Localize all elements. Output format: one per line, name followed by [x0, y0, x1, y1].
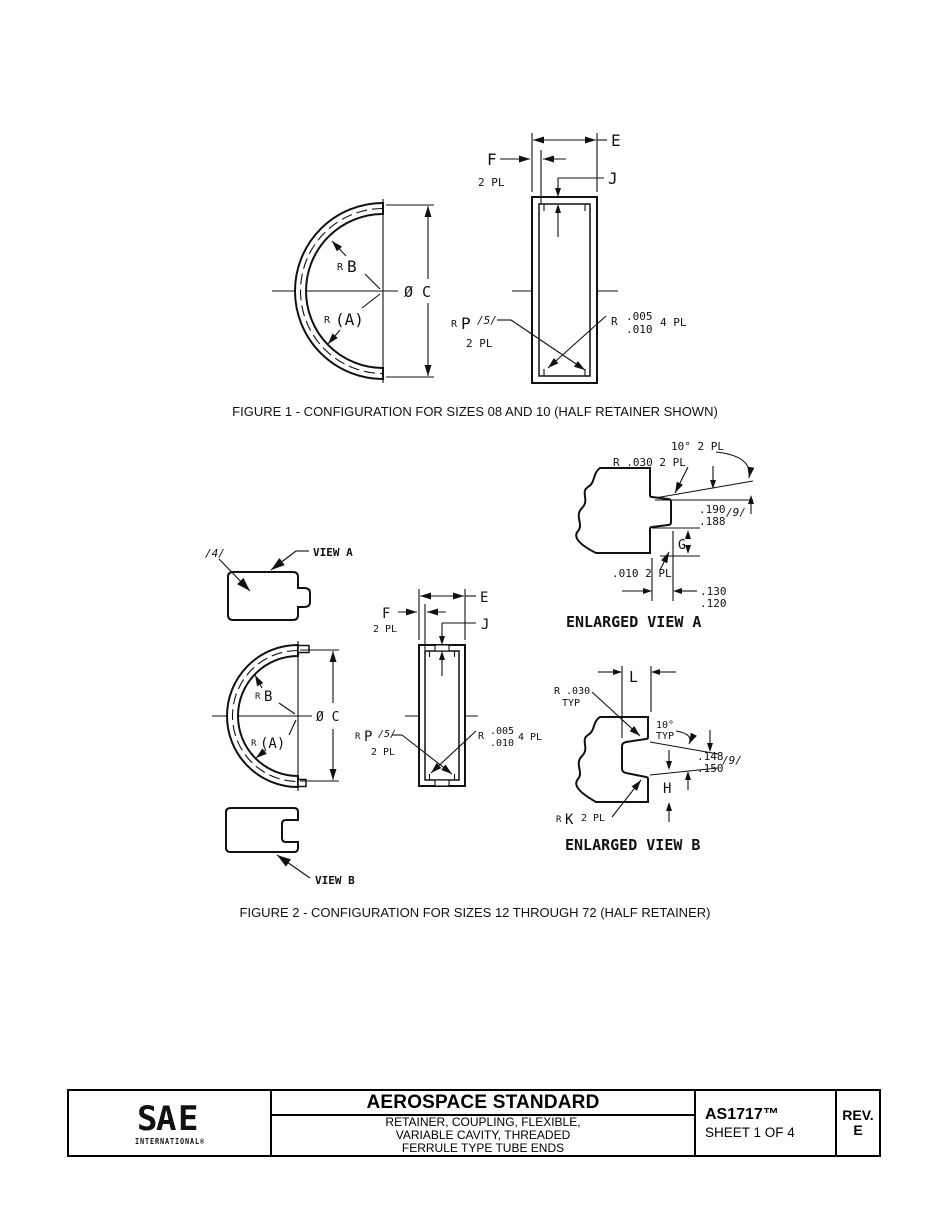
title-block-title-cell: [272, 1091, 696, 1155]
figure2-drawing: [190, 430, 770, 895]
radius-prefix: R: [611, 315, 618, 328]
width-upper: .130: [700, 585, 727, 598]
figure1-caption: FIGURE 1 - CONFIGURATION FOR SIZES 08 AND 10 (HALF RETAINER SHOWN): [232, 404, 718, 419]
dim-note-4pl: 4 PL: [660, 316, 687, 329]
radius-prefix: R: [355, 732, 361, 742]
title-block: [67, 1089, 881, 1157]
radius-prefix: R: [337, 262, 344, 273]
radius-typ: TYP: [562, 698, 581, 709]
dim-note-2pl: 2 PL: [581, 813, 606, 824]
dim-label-dia-c: Ø C: [404, 283, 432, 301]
view-a-label: VIEW A: [313, 546, 353, 559]
dim-note-2pl: 2 PL: [466, 337, 493, 350]
sae-logo: [134, 1097, 206, 1149]
view-b-label: VIEW B: [315, 874, 355, 887]
dim-note-2pl: 2 PL: [478, 176, 505, 189]
dim-label-l: L: [629, 668, 639, 686]
flag-5: /5/: [378, 729, 397, 740]
flag-4: /4/: [205, 547, 225, 560]
flag-5: /5/: [477, 314, 497, 327]
dim-label-a: (A): [335, 310, 364, 329]
tol-lower: .010: [626, 323, 653, 336]
radius-prefix: R: [478, 731, 485, 742]
radius-a-callout: [324, 294, 380, 344]
dim-label-f: F: [487, 150, 497, 169]
dim-f: [373, 604, 446, 650]
dim-label-b: B: [264, 689, 273, 705]
revision-value: E: [853, 1122, 863, 1138]
radius-a-callout: [251, 720, 296, 758]
flag-9: /9/: [722, 754, 742, 767]
dim-label-e: E: [480, 590, 489, 606]
width-lower: .120: [700, 597, 727, 610]
sae-logo-letter-s: S: [136, 1099, 157, 1139]
enlarged-view-b: [554, 666, 742, 854]
flag-9: /9/: [726, 506, 746, 519]
angle-note: 10°: [656, 720, 675, 731]
dim-e: [419, 589, 488, 640]
dim-lower: .188: [699, 515, 726, 528]
dim-label-k: K: [565, 812, 574, 828]
dim-label-p: P: [461, 314, 471, 333]
document-number: AS1717™: [705, 1106, 779, 1123]
half-retainer-ring: [272, 199, 398, 383]
tol-upper: .005: [626, 310, 653, 323]
radius-prefix: R: [451, 319, 458, 330]
dim-label-b: B: [347, 257, 357, 276]
dim-f: [478, 150, 566, 204]
dim-upper: .148: [697, 750, 724, 763]
dim-label-p: P: [364, 729, 373, 745]
dim-label-h: H: [663, 781, 672, 797]
radius-b-callout: [255, 675, 295, 714]
document-title-line: FERRULE TYPE TUBE ENDS: [401, 1141, 565, 1155]
dim-label-j: J: [481, 617, 490, 633]
sae-logo-letter-a: A: [155, 1099, 176, 1139]
document-title: [272, 1116, 694, 1155]
document-title-line: RETAINER, COUPLING, FLEXIBLE,: [385, 1115, 581, 1129]
revision-label: REV.: [842, 1107, 874, 1123]
angle-note: 10° 2 PL: [671, 440, 724, 453]
dim-label-j: J: [608, 169, 618, 188]
radius-prefix: R: [556, 815, 562, 825]
figure2-caption: FIGURE 2 - CONFIGURATION FOR SIZES 12 THROUGH 72 (HALF RETAINER): [239, 905, 711, 920]
tol-upper: .005: [490, 726, 515, 737]
dim-label-g: G: [678, 538, 686, 553]
half-retainer-ring: [212, 641, 312, 791]
radius-prefix: R: [251, 739, 257, 749]
enlarged-view-b-title: ENLARGED VIEW B: [565, 836, 701, 854]
dim-label-a: (A): [260, 736, 286, 752]
radius-prefix: R: [255, 692, 261, 702]
sheet-number: SHEET 1 OF 4: [705, 1125, 795, 1140]
angle-typ: TYP: [656, 731, 675, 742]
tol-lower: .010: [490, 738, 515, 749]
title-block-logo-cell: [69, 1091, 272, 1155]
cross-section: [512, 197, 618, 383]
view-a-detail: [205, 546, 353, 620]
dim-note-2pl: 2 PL: [371, 747, 396, 758]
title-block-revision-cell: [837, 1091, 879, 1155]
figure1-drawing: [250, 120, 710, 400]
document-title-line: VARIABLE CAVITY, THREADED: [395, 1128, 571, 1142]
radius-note: R .030: [554, 686, 591, 697]
dim-upper: .190: [699, 503, 726, 516]
dim-note-2pl: 2 PL: [373, 624, 398, 635]
dim-label-e: E: [611, 131, 621, 150]
enlarged-view-a-title: ENLARGED VIEW A: [566, 613, 702, 631]
document-type-heading: AEROSPACE STANDARD: [272, 1091, 694, 1116]
radius-b-callout: [332, 241, 380, 289]
dim-label-f: F: [382, 606, 391, 622]
radius-prefix: R: [324, 315, 331, 326]
dim-label-dia-c: Ø C: [316, 710, 340, 725]
sae-logo-international: INTERNATIONAL®: [134, 1137, 205, 1146]
view-b-detail: [226, 808, 355, 887]
dim-note-4pl: 4 PL: [518, 732, 543, 743]
sae-logo-letter-e: E: [177, 1099, 198, 1139]
radius-note: R .030 2 PL: [613, 456, 686, 469]
enlarged-view-a: [566, 440, 754, 631]
title-block-number-cell: [696, 1091, 837, 1155]
dim-lower: .150: [697, 762, 724, 775]
step-note: .010 2 PL: [612, 567, 672, 580]
